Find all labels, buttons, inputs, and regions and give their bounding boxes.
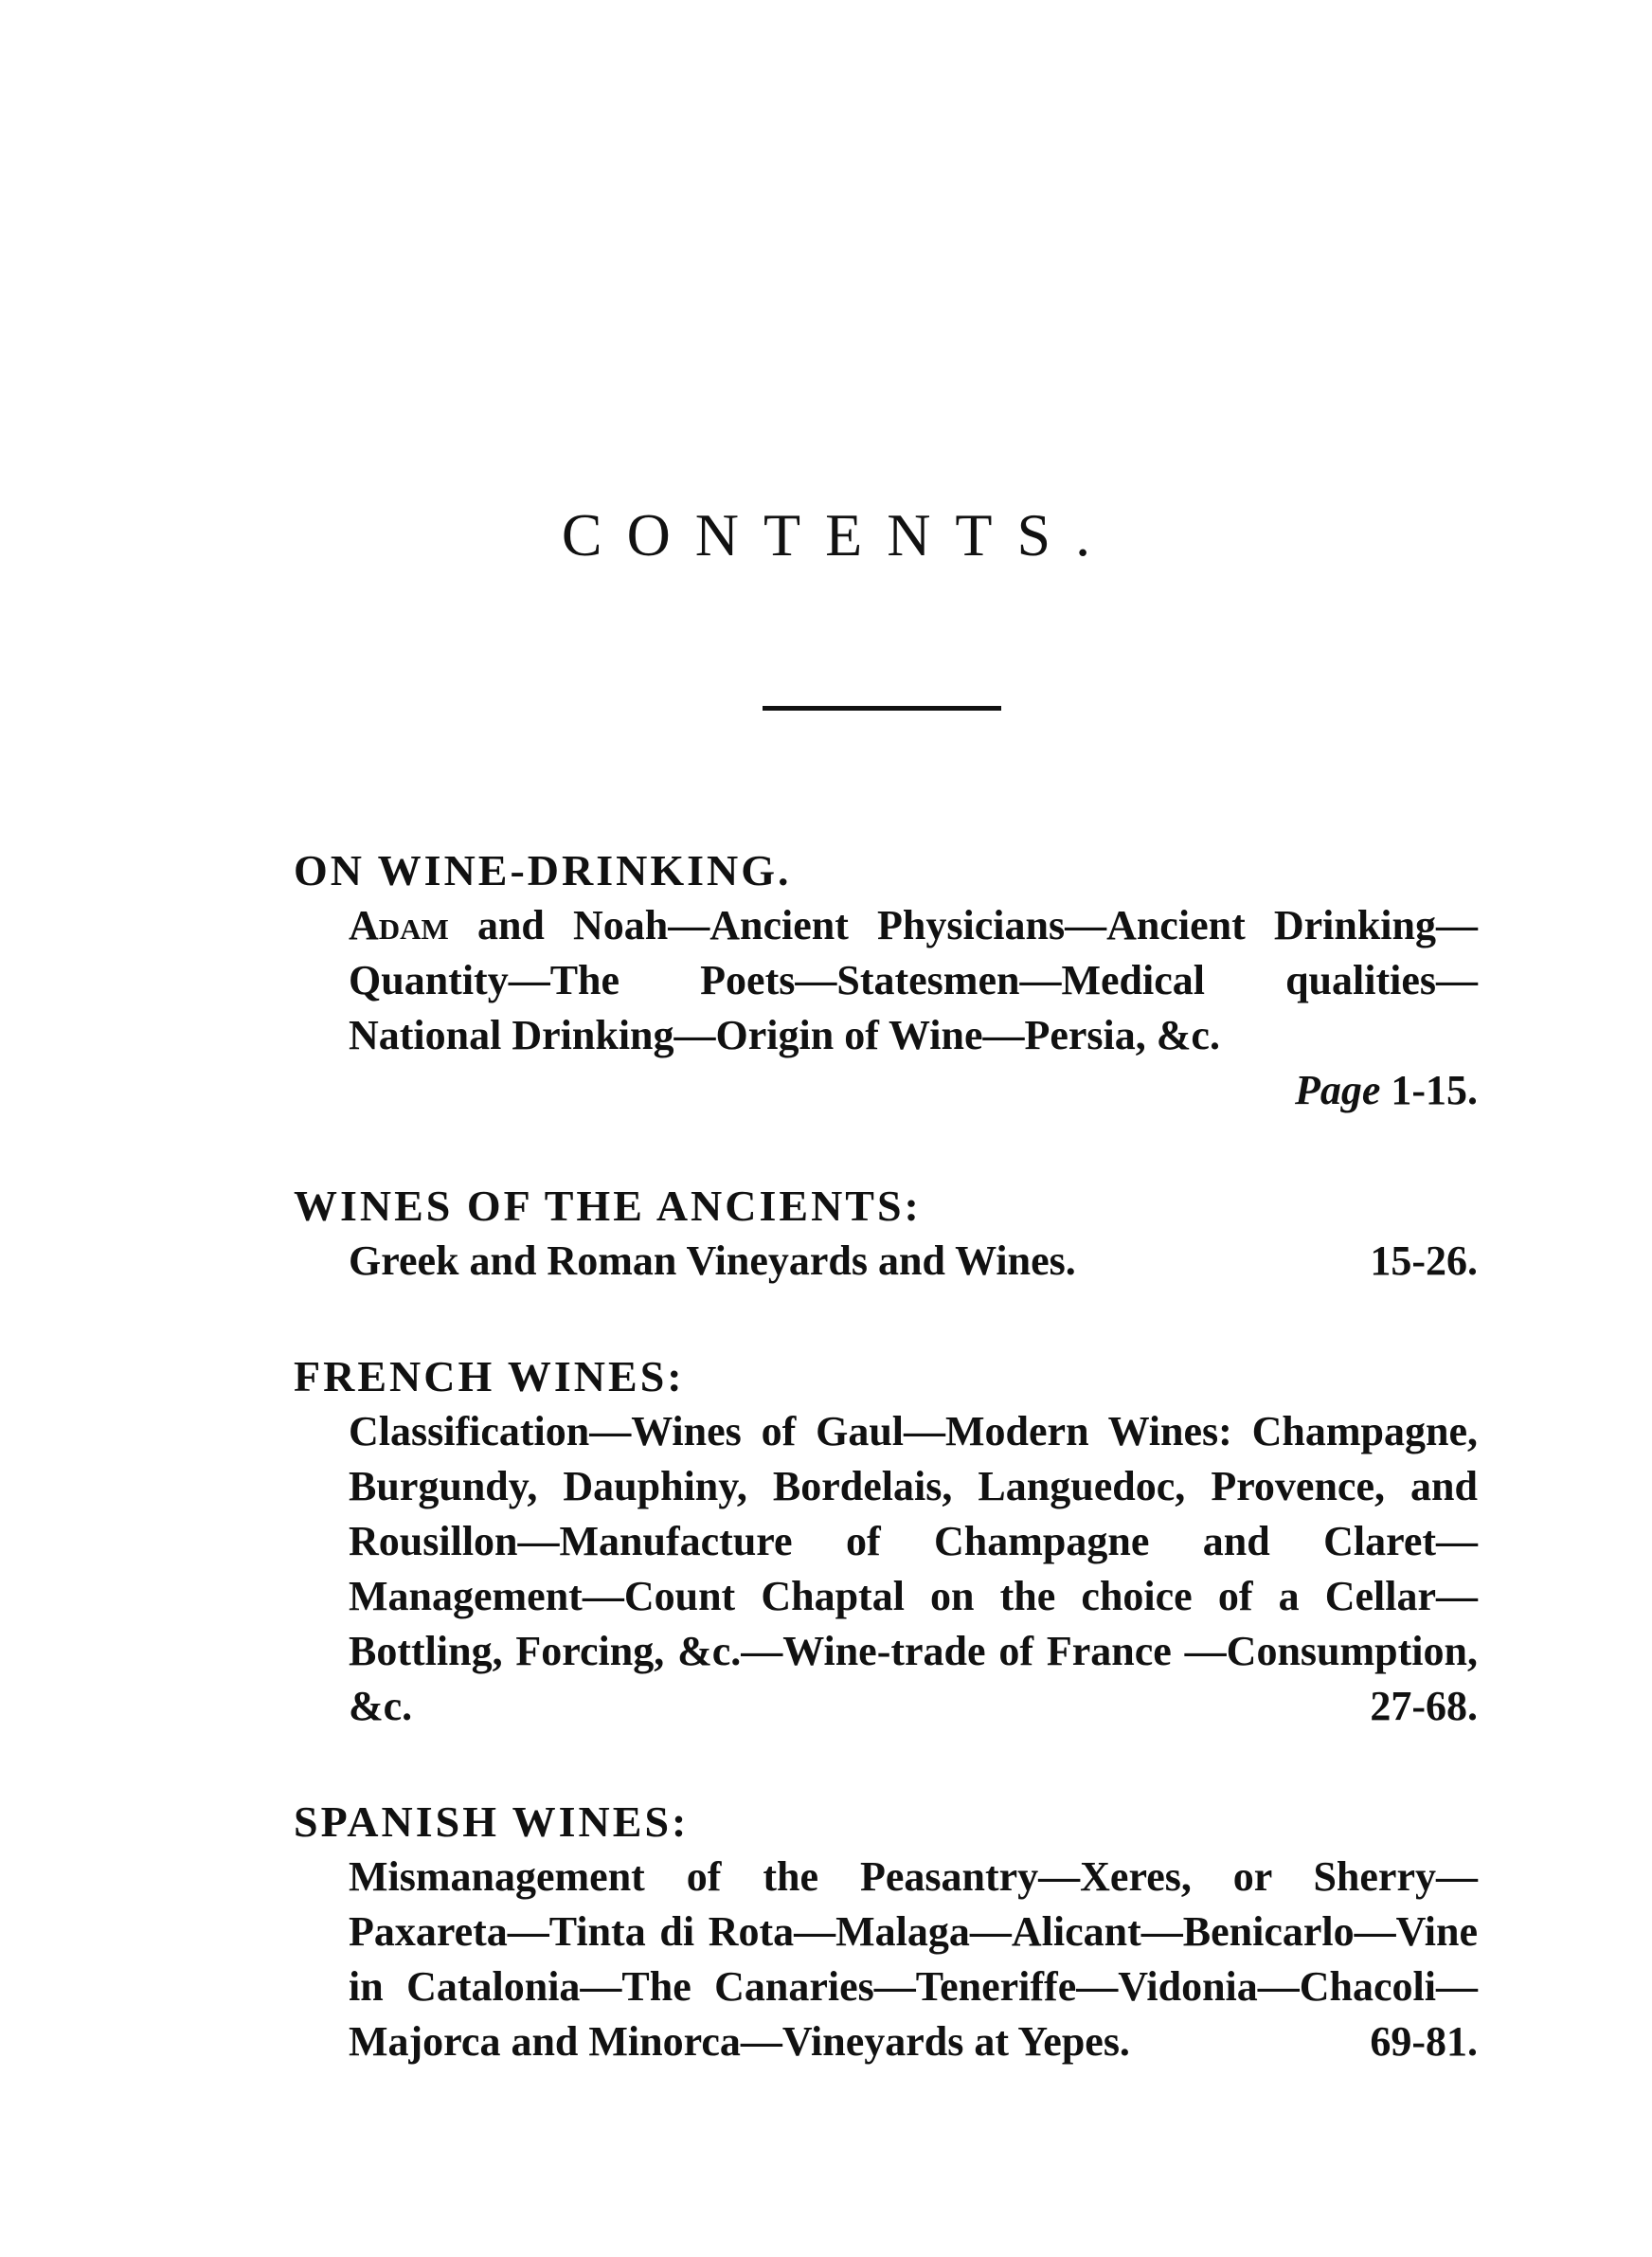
- entry-heading: ON WINE-DRINKING.: [294, 846, 792, 894]
- contents-entry-ancients: [294, 1179, 1478, 1289]
- contents-list: [294, 843, 1478, 2130]
- entry-heading: WINES OF THE ANCIENTS:: [294, 1182, 922, 1230]
- page-numbers: 27-68.: [1370, 1683, 1478, 1729]
- title-divider: [763, 706, 1001, 711]
- page-label: Page: [1294, 1067, 1381, 1113]
- entry-summary: [349, 1404, 1478, 1734]
- page-numbers: 1-15.: [1391, 1067, 1478, 1113]
- entry-summary: [349, 1234, 1478, 1289]
- entry-summary-text: Greek and Roman Vineyards and Wines.: [349, 1237, 1076, 1284]
- entry-summary: [349, 1850, 1478, 2069]
- entry-summary-text: and Noah—Ancient Physicians—Ancient Drinking—Quantity—The Poets—Statesmen—Medical qualities—National Drinking—Origin of Wine—Persia, &c.: [349, 902, 1479, 1058]
- entry-heading: FRENCH WINES:: [294, 1352, 685, 1400]
- contents-entry-wine-drinking: [294, 843, 1478, 1118]
- entry-summary-text: Classification—Wines of Gaul—Modern Wines: Champagne, Burgundy, Dauphiny, Bordelais, Languedoc, Provence, and Rousillon—Manufacture of Champagne and Claret—Management—Count Chaptal on the choice of a Cellar—Bottling, Forcing, &c.—Wine-trade of France —Consumption, &c.: [349, 1408, 1478, 1729]
- entry-heading: SPANISH WINES:: [294, 1797, 690, 1846]
- contents-entry-spanish-wines: [294, 1795, 1478, 2069]
- entry-page-range: [294, 1063, 1478, 1118]
- page-numbers: 69-81.: [1370, 2018, 1478, 2065]
- entry-summary: [349, 898, 1478, 1063]
- page-numbers: 15-26.: [1370, 1237, 1478, 1284]
- page-title: CONTENTS.: [561, 501, 1116, 569]
- contents-entry-french-wines: [294, 1349, 1478, 1734]
- entry-summary-text: Mismanagement of the Peasantry—Xeres, or Sherry—Paxareta—Tinta di Rota—Malaga—Alicant—Benicarlo—Vine in Catalonia—The Canaries—Teneriffe—Vidonia—Chacoli—Majorca and Minorca—Vineyards at Yepes.: [349, 1853, 1478, 2065]
- entry-summary-lead: Adam: [349, 902, 449, 948]
